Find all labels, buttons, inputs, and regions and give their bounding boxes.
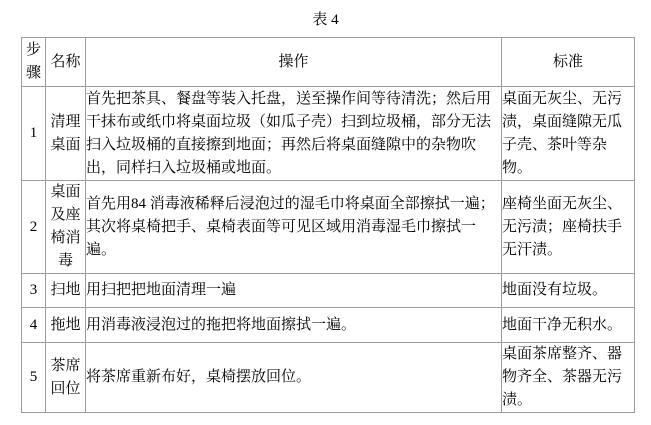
- table-row: [22, 343, 635, 413]
- step-number: 2: [22, 181, 46, 274]
- step-standard: 桌面茶席整齐、器物齐全、茶器无污渍。: [502, 343, 635, 413]
- step-name: 扫地: [46, 274, 86, 308]
- table-row: [22, 308, 635, 343]
- step-operation: 将茶席重新布好，桌椅摆放回位。: [86, 343, 502, 413]
- step-number: 1: [22, 87, 46, 181]
- col-header-step: 步骤: [22, 38, 46, 87]
- step-number: 4: [22, 308, 46, 343]
- table-row: [22, 274, 635, 308]
- step-name: 桌面及座椅消毒: [46, 181, 86, 274]
- step-operation: 用消毒液浸泡过的拖把将地面擦拭一遍。: [86, 308, 502, 343]
- col-header-standard: 标准: [502, 38, 635, 87]
- col-header-name: 名称: [46, 38, 86, 87]
- table-row: [22, 87, 635, 181]
- step-standard: 桌面无灰尘、无污渍，桌面缝隙无瓜子壳、茶叶等杂物。: [502, 87, 635, 181]
- step-operation: 首先用84 消毒液稀释后浸泡过的湿毛巾将桌面全部擦拭一遍；其次将桌椅把手、桌椅表面等可见区域用消毒湿毛巾擦拭一遍。: [86, 181, 502, 274]
- step-operation: 首先把茶具、餐盘等装入托盘，送至操作间等待清洗；然后用干抹布或纸巾将桌面垃圾（如瓜子壳）扫到垃圾桶，部分无法扫入垃圾桶的直接擦到地面；再然后将桌面缝隙中的杂物吹出，同样扫入垃圾桶或地面。: [86, 87, 502, 181]
- step-name: 茶席回位: [46, 343, 86, 413]
- step-number: 3: [22, 274, 46, 308]
- step-number: 5: [22, 343, 46, 413]
- step-operation: 用扫把把地面清理一遍: [86, 274, 502, 308]
- step-standard: 地面没有垃圾。: [502, 274, 635, 308]
- step-standard: 地面干净无积水。: [502, 308, 635, 343]
- step-standard: 座椅坐面无灰尘、无污渍；座椅扶手无汗渍。: [502, 181, 635, 274]
- cleaning-procedure-table: [21, 37, 635, 413]
- step-name: 拖地: [46, 308, 86, 343]
- step-name: 清理桌面: [46, 87, 86, 181]
- table-row: [22, 181, 635, 274]
- table-caption: 表 4: [312, 12, 339, 28]
- col-header-operation: 操作: [86, 38, 502, 87]
- header-row: [22, 38, 635, 87]
